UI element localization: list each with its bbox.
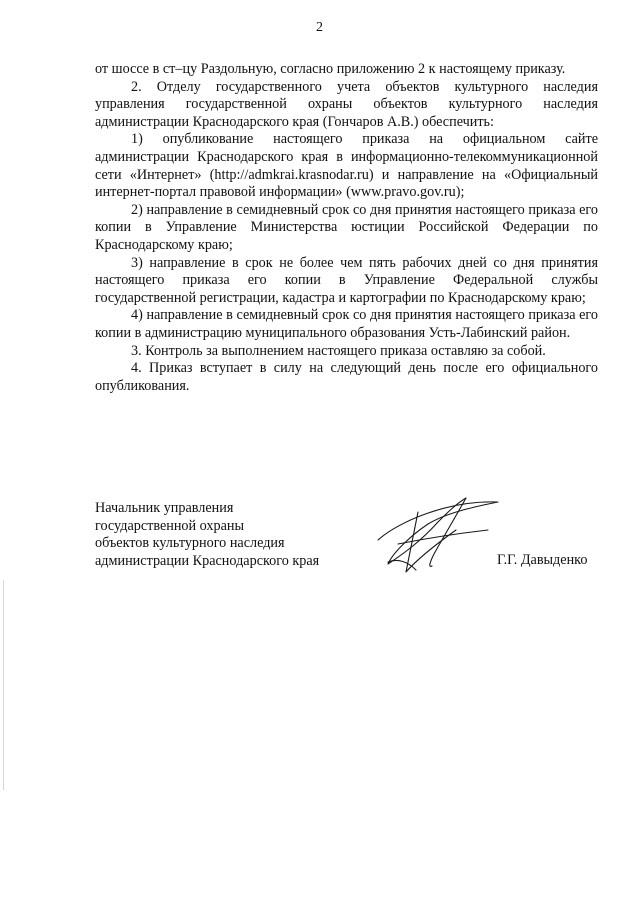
page-number: 2 — [316, 20, 323, 35]
signatory-title-line: объектов культурного наследия — [95, 535, 285, 552]
signatory-title-line: Начальник управления — [95, 500, 234, 516]
paragraph-item-4: 4. Приказ вступает в силу на следующий день после его официального опубликования. — [95, 360, 598, 394]
paragraph-subitem-4: 4) направление в семидневный срок со дня принятия настоящего приказа его копии в администрацию муниципального образования Усть-Лабинский район. — [95, 307, 598, 341]
paragraph-subitem-2: 2) направление в семидневный срок со дня принятия настоящего приказа его копии в Управление Министерства юстиции Российской Федерации по Краснодарскому краю; — [95, 201, 598, 253]
paragraph-item-2: 2. Отделу государственного учета объектов культурного наследия управления государственной охраны объектов культурного наследия администрации Краснодарского края (Гончаров А.В.) обеспечить: — [95, 78, 598, 130]
signatory-title-line: государственной охраны — [95, 517, 245, 534]
paragraph-subitem-1: 1) опубликование настоящего приказа на официальном сайте администрации Краснодарского края в информационно-телекоммуникационной сети «Интернет» (http://admkrai.krasnodar.ru) и направление на «Официальный интернет-портал правовой информации» (www.pravo.gov.ru); — [95, 131, 598, 201]
scan-margin-line — [3, 580, 4, 790]
handwritten-signature — [358, 482, 508, 592]
paragraph-continuation: от шоссе в ст–цу Раздольную, согласно приложению 2 к настоящему приказу. — [95, 61, 566, 77]
document-body — [95, 61, 598, 395]
paragraph-subitem-3: 3) направление в срок не более чем пять рабочих дней со дня принятия настоящего приказа его копии в Управление Федеральной службы государственной регистрации, кадастра и картографии по Краснодарскому краю; — [95, 254, 598, 306]
signatory-title — [95, 500, 355, 570]
signatory-title-line: администрации Краснодарского края — [95, 552, 320, 569]
paragraph-item-3: 3. Контроль за выполнением настоящего приказа оставляю за собой. — [131, 342, 546, 359]
signatory-name: Г.Г. Давыденко — [497, 552, 588, 568]
